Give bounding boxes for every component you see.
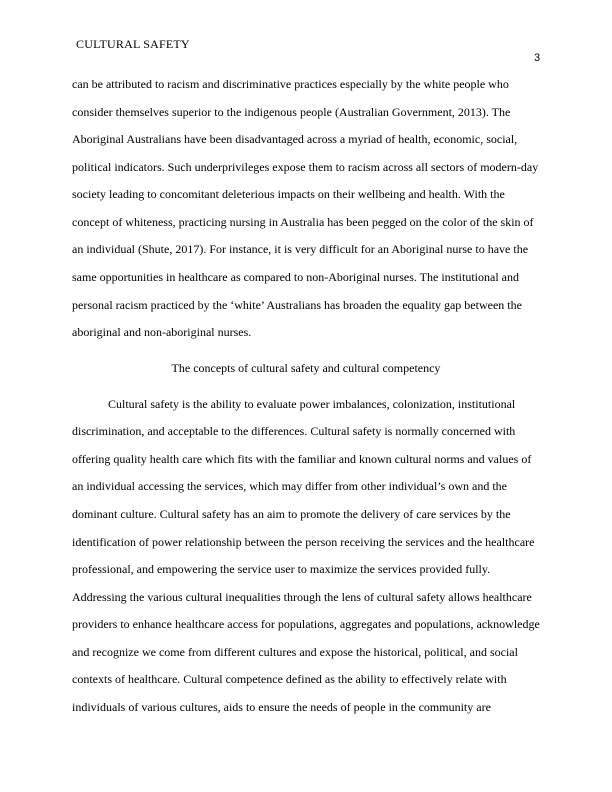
paragraph-line: an individual (Shute, 2017). For instance, it is very difficult for an Aboriginal nurse to have the <box>72 242 529 256</box>
paragraph-line: individuals of various cultures, aids to ensure the needs of people in the community are <box>72 700 491 714</box>
section-heading: The concepts of cultural safety and cultural competency <box>171 361 441 375</box>
page-number: 3 <box>534 52 541 64</box>
paragraph-line: offering quality health care which fits with the familiar and known cultural norms and values of <box>72 452 532 466</box>
paragraph-line: personal racism practiced by the ‘white’ Australians has broaden the equality gap between the <box>72 298 522 312</box>
paragraph-line: contexts of healthcare. Cultural competence defined as the ability to effectively relate with <box>72 672 507 686</box>
paragraph-line: Cultural safety is the ability to evaluate power imbalances, colonization, institutional <box>108 397 516 411</box>
paragraph-line: dominant culture. Cultural safety has an aim to promote the delivery of care services by the <box>72 507 511 521</box>
paragraph-line: consider themselves superior to the indigenous people (Australian Government, 2013). The <box>72 105 511 119</box>
paragraph-line: discrimination, and acceptable to the differences. Cultural safety is normally concerned with <box>72 424 516 438</box>
paragraph-line: Aboriginal Australians have been disadvantaged across a myriad of health, economic, social, <box>72 132 518 146</box>
paragraph-line: aboriginal and non-aboriginal nurses. <box>72 325 252 339</box>
paragraph-line: can be attributed to racism and discriminative practices especially by the white people who <box>72 77 509 91</box>
paragraph-line: professional, and empowering the service user to maximize the services provided fully. <box>72 562 491 576</box>
paragraph-line: and recognize we come from different cultures and expose the historical, political, and social <box>72 645 518 659</box>
paragraph-line: concept of whiteness, practicing nursing in Australia has been pegged on the color of the skin of <box>72 215 534 229</box>
paragraph-line: political indicators. Such underprivileges expose them to racism across all sectors of modern-day <box>72 160 539 174</box>
paragraph-line: Addressing the various cultural inequalities through the lens of cultural safety allows healthcare <box>72 590 532 604</box>
paragraph-line: society leading to concomitant deleterious impacts on their wellbeing and health. With the <box>72 187 505 201</box>
paragraph-line: providers to enhance healthcare access for populations, aggregates and populations, acknowledge <box>72 617 540 631</box>
paragraph-line: identification of power relationship between the person receiving the services and the healthcare <box>72 535 535 549</box>
paragraph-line: an individual accessing the services, which may differ from other individual’s own and the <box>72 479 507 493</box>
running-head: CULTURAL SAFETY <box>76 37 190 51</box>
paragraph-line: same opportunities in healthcare as compared to non-Aboriginal nurses. The institutional and <box>72 270 519 284</box>
